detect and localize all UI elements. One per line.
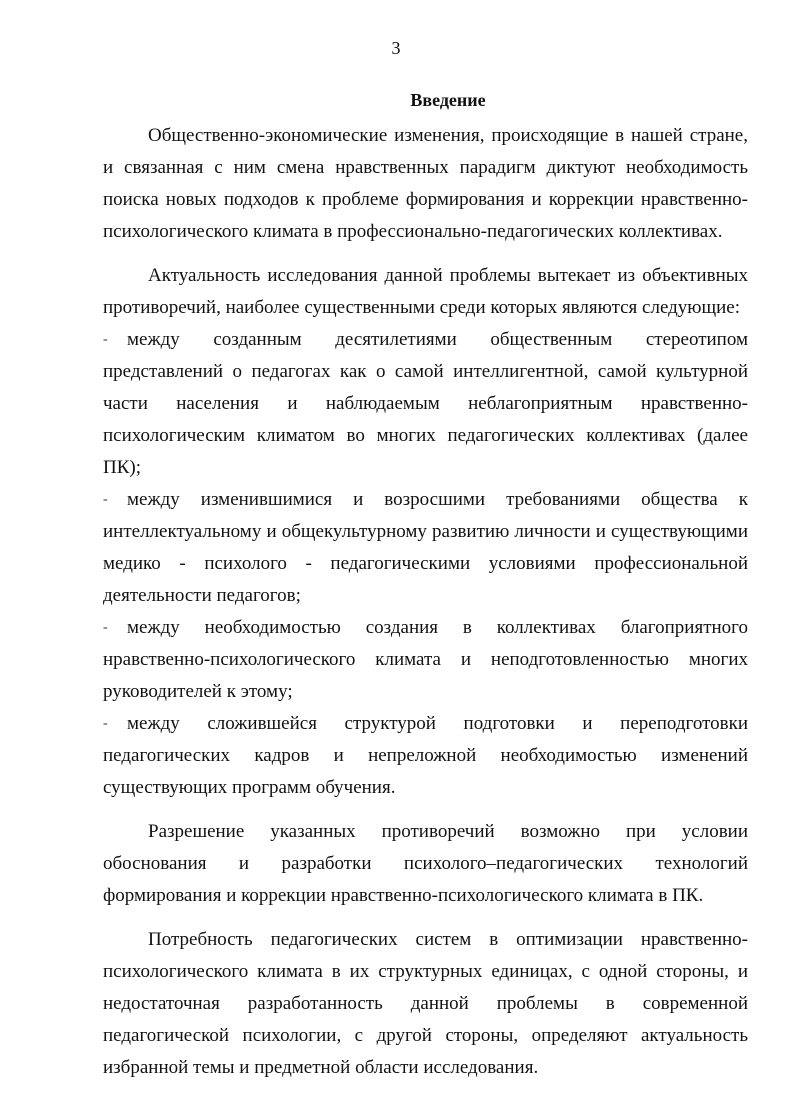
list-item-text: между сложившейся структурой подготовки и переподготовки педагогических кадров и непреложной необходимостью изменений существующих программ обучения. xyxy=(103,713,748,798)
list-item-text: между изменившимися и возросшими требованиями общества к интеллектуальному и общекультурному развитию личности и существующими медико - психолого - педагогическими условиями профессиональной деятельности педагогов; xyxy=(103,489,748,606)
list-item-text: между созданным десятилетиями общественным стереотипом представлений о педагогах как о самой интеллигентной, самой культурной части населения и наблюдаемым неблагоприятным нравственно-психологическим климатом во многих педагогических коллективах (далее ПК); xyxy=(103,329,748,478)
section-title: Введение xyxy=(410,90,486,110)
paragraph-intro: Общественно-экономические изменения, происходящие в нашей стране, и связанная с ним смена нравственных парадигм диктуют необходимость поиска новых подходов к проблеме формирования и коррекции нравственно-психологического климата в профессионально-педагогических коллективах. xyxy=(103,125,748,242)
list-marker: - xyxy=(103,716,108,731)
list-item-text: между необходимостью создания в коллективах благоприятного нравственно-психологического климата и неподготовленностью многих руководителей к этому; xyxy=(103,617,748,702)
paragraph-resolution: Разрешение указанных противоречий возможно при условии обоснования и разработки психолого–педагогических технологий формирования и коррекции нравственно-психологического климата в ПК. xyxy=(103,821,748,906)
list-marker: - xyxy=(103,332,108,347)
list-item xyxy=(103,484,748,612)
contradictions-list xyxy=(103,324,748,804)
paragraph-relevance: Актуальность исследования данной проблемы вытекает из объективных противоречий, наиболее существенными среди которых являются следующие: xyxy=(103,265,748,318)
paragraph-need: Потребность педагогических систем в оптимизации нравственно-психологического климата в их структурных единицах, с одной стороны, и недостаточная разработанность данной проблемы в современной педагогической психологии, с другой стороны, определяют актуальность избранной темы и предметной области исследования. xyxy=(103,929,748,1078)
list-item xyxy=(103,708,748,804)
list-item xyxy=(103,324,748,484)
list-marker: - xyxy=(103,620,108,635)
list-marker: - xyxy=(103,492,108,507)
document-body xyxy=(103,120,748,1084)
page-number: 3 xyxy=(391,38,401,58)
list-item xyxy=(103,612,748,708)
